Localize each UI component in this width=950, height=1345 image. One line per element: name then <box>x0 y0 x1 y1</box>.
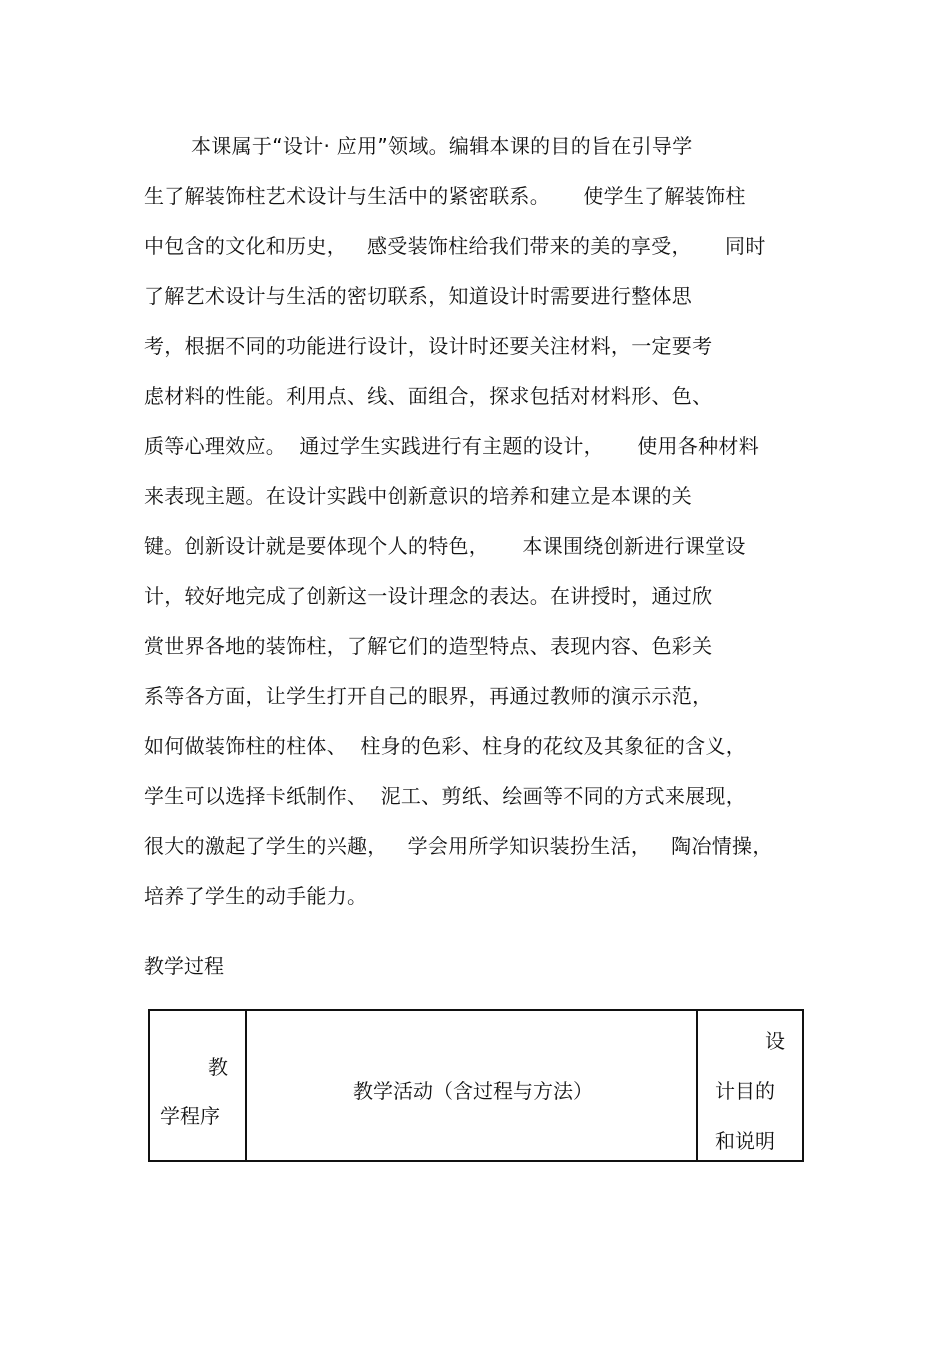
paragraph-line: 了解艺术设计与生活的密切联系，知道设计时需要进行整体思 <box>144 284 693 308</box>
header-activity-text: 教学活动（含过程与方法） <box>353 1079 593 1103</box>
paragraph-line: 本课属于“设计· 应用”领域。编辑本课的目的旨在引导学 <box>191 134 693 158</box>
header-procedure-line-1: 教 <box>208 1055 228 1079</box>
paragraph-line: 很大的激起了学生的兴趣， 学会用所学知识装扮生活， 陶冶情操， <box>144 834 773 858</box>
paragraph-line: 如何做装饰柱的柱体、 柱身的色彩、柱身的花纹及其象征的含义， <box>144 734 747 758</box>
paragraph-line: 来表现主题。在设计实践中创新意识的培养和建立是本课的关 <box>144 484 693 508</box>
paragraph-line: 学生可以选择卡纸制作、 泥工、剪纸、绘画等不同的方式来展现， <box>144 784 747 808</box>
paragraph-line: 系等各方面，让学生打开自己的眼界，再通过教师的演示示范， <box>144 684 713 708</box>
table-header-row <box>149 1010 803 1161</box>
teaching-process-table <box>148 1009 804 1162</box>
paragraph-line: 中包含的文化和历史， 感受装饰柱给我们带来的美的享受， 同时 <box>144 234 766 258</box>
section-heading: 教学过程 <box>144 954 224 978</box>
paragraph-line: 质等心理效应。 通过学生实践进行有主题的设计， 使用各种材料 <box>144 434 760 458</box>
paragraph-line: 计，较好地完成了创新这一设计理念的表达。在讲授时，通过欣 <box>144 584 713 608</box>
paragraph-line: 培养了学生的动手能力。 <box>144 884 368 908</box>
paragraph-line: 赏世界各地的装饰柱，了解它们的造型特点、表现内容、色彩关 <box>144 634 713 658</box>
paragraph-line: 考，根据不同的功能进行设计，设计时还要关注材料，一定要考 <box>144 334 713 358</box>
paragraph-line: 生了解装饰柱艺术设计与生活中的紧密联系。 使学生了解装饰柱 <box>144 184 746 208</box>
paragraph-line: 键。创新设计就是要体现个人的特色， 本课围绕创新进行课堂设 <box>144 534 746 558</box>
header-cell-purpose <box>697 1010 803 1161</box>
header-purpose-line-2: 计目的 <box>715 1079 775 1103</box>
header-purpose-line-1: 设 <box>765 1029 785 1053</box>
header-cell-procedure <box>149 1010 246 1161</box>
header-cell-activity <box>246 1010 697 1161</box>
header-purpose-line-3: 和说明 <box>715 1129 775 1153</box>
header-procedure-line-2: 学程序 <box>160 1104 220 1128</box>
paragraph-line: 虑材料的性能。利用点、线、面组合，探求包括对材料形、色、 <box>144 384 713 408</box>
